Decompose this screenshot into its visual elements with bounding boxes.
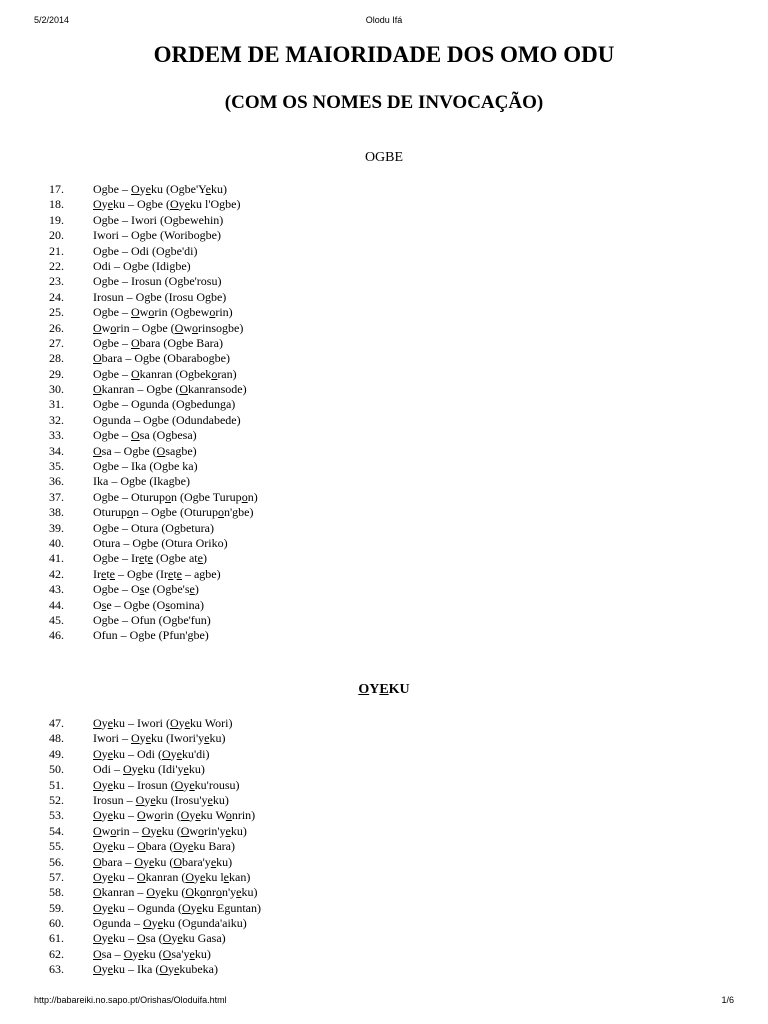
list-item [0, 397, 768, 412]
item-number: 43. [49, 582, 64, 597]
item-text: Ogunda – Ogbe (Odundabede) [93, 412, 241, 427]
item-text: Oyeku – Odi (Oyeku'di) [93, 746, 210, 761]
item-number: 18. [49, 197, 64, 212]
item-number: 39. [49, 520, 64, 535]
item-text: Ogunda – Oyeku (Ogunda'aiku) [93, 916, 247, 931]
item-text: Obara – Oyeku (Obara'yeku) [93, 854, 233, 869]
item-text: Ogbe – Ose (Ogbe'se) [93, 582, 199, 597]
item-number: 17. [49, 182, 64, 196]
list-item [0, 551, 768, 566]
item-number: 51. [49, 777, 64, 792]
item-text: Okanran – Ogbe (Okanransode) [93, 382, 247, 397]
item-text: Otura – Ogbe (Otura Oriko) [93, 535, 228, 550]
item-number: 36. [49, 474, 64, 489]
item-text: Oturupon – Ogbe (Oturupon'gbe) [93, 505, 254, 520]
item-number: 60. [49, 916, 64, 931]
list-item [0, 824, 768, 839]
list-item [0, 382, 768, 397]
print-page-number: 1/6 [721, 995, 734, 1005]
list-item [0, 855, 768, 870]
item-number: 59. [49, 900, 64, 915]
item-text: Oyeku – Ogbe (Oyeku l'Ogbe) [93, 197, 241, 212]
list-item [0, 228, 768, 243]
item-text: Okanran – Oyeku (Okonron'yeku) [93, 885, 258, 900]
item-text: Ogbe – Oyeku (Ogbe'Yeku) [93, 182, 227, 196]
item-number: 41. [49, 551, 64, 566]
item-number: 27. [49, 335, 64, 350]
item-text: Irosun – Oyeku (Irosu'yeku) [93, 792, 229, 807]
item-text: Oyeku – Iwori (Oyeku Wori) [93, 716, 233, 730]
item-text: Ogbe – Ika (Ogbe ka) [93, 459, 198, 474]
item-text: Osa – Ogbe (Osagbe) [93, 443, 197, 458]
list-item [0, 747, 768, 762]
item-text: Ogbe – Ofun (Ogbe'fun) [93, 612, 211, 627]
item-text: Ogbe – Irosun (Ogbe'rosu) [93, 274, 222, 289]
item-number: 61. [49, 931, 64, 946]
item-number: 63. [49, 962, 64, 977]
item-number: 30. [49, 382, 64, 397]
item-number: 29. [49, 366, 64, 381]
list-item [0, 613, 768, 628]
list-item [0, 947, 768, 962]
document-subtitle: (COM OS NOMES DE INVOCAÇÃO) [224, 92, 544, 113]
list-item [0, 244, 768, 259]
list-item [0, 762, 768, 777]
list-item [0, 931, 768, 946]
list-item [0, 962, 768, 977]
item-text: Ogbe – Odi (Ogbe'di) [93, 243, 198, 258]
item-number: 57. [49, 869, 64, 884]
item-number: 32. [49, 412, 64, 427]
list-item [0, 274, 768, 289]
list-item [0, 213, 768, 228]
list-item [0, 870, 768, 885]
list-item [0, 901, 768, 916]
list-item [0, 305, 768, 320]
item-text: Ogbe – Oturupon (Ogbe Turupon) [93, 489, 258, 504]
list-item [0, 290, 768, 305]
item-text: Oworin – Oyeku (Oworin'yeku) [93, 823, 247, 838]
list-item [0, 536, 768, 551]
list-item [0, 916, 768, 931]
item-number: 48. [49, 731, 64, 746]
item-number: 40. [49, 535, 64, 550]
list-item [0, 367, 768, 382]
item-number: 35. [49, 459, 64, 474]
item-number: 55. [49, 839, 64, 854]
item-text: Oyeku – Ika (Oyekubeka) [93, 962, 218, 977]
item-text: Odi – Oyeku (Idi'yeku) [93, 762, 205, 777]
list-item [0, 521, 768, 536]
item-number: 34. [49, 443, 64, 458]
item-number: 49. [49, 746, 64, 761]
item-text: Irete – Ogbe (Irete – agbe) [93, 566, 221, 581]
item-number: 56. [49, 854, 64, 869]
item-number: 25. [49, 305, 64, 320]
print-date: 5/2/2014 [34, 15, 70, 25]
print-url: http://babareiki.no.sapo.pt/Orishas/Oloduifa.html [34, 995, 227, 1005]
item-number: 44. [49, 597, 64, 612]
list-item [0, 490, 768, 505]
list-item [0, 505, 768, 520]
item-number: 45. [49, 612, 64, 627]
item-number: 42. [49, 566, 64, 581]
item-text: Odi – Ogbe (Idigbe) [93, 258, 191, 273]
item-number: 62. [49, 946, 64, 961]
list-item [0, 197, 768, 212]
item-number: 52. [49, 792, 64, 807]
item-text: Oworin – Ogbe (Oworinsogbe) [93, 320, 244, 335]
list-item [0, 351, 768, 366]
list-item [0, 459, 768, 474]
item-number: 20. [49, 228, 64, 243]
list-item [0, 628, 768, 643]
item-number: 19. [49, 212, 64, 227]
item-text: Iwori – Oyeku (Iwori'yeku) [93, 731, 226, 746]
item-text: Ogbe – Iwori (Ogbewehin) [93, 212, 224, 227]
list-item [0, 839, 768, 854]
item-number: 21. [49, 243, 64, 258]
list-item [0, 808, 768, 823]
item-text: Oyeku – Irosun (Oyeku'rousu) [93, 777, 240, 792]
item-text: Irosun – Ogbe (Irosu Ogbe) [93, 289, 227, 304]
item-number: 37. [49, 489, 64, 504]
item-text: Ofun – Ogbe (Pfun'gbe) [93, 628, 209, 643]
item-text: Osa – Oyeku (Osa'yeku) [93, 946, 211, 961]
list-item [0, 793, 768, 808]
list-item [0, 413, 768, 428]
item-text: Oyeku – Oworin (Oyeku Wonrin) [93, 808, 256, 823]
item-text: Oyeku – Okanran (Oyeku lekan) [93, 869, 251, 884]
item-text: Ogbe – Okanran (Ogbekoran) [93, 366, 237, 381]
item-text: Ogbe – Ogunda (Ogbedunga) [93, 397, 236, 412]
item-number: 53. [49, 808, 64, 823]
item-text: Ose – Ogbe (Osomina) [93, 597, 204, 612]
item-text: Ogbe – Irete (Ogbe ate) [93, 551, 207, 566]
item-text: Iwori – Ogbe (Woribogbe) [93, 228, 221, 243]
list-item [0, 321, 768, 336]
document-title: ORDEM DE MAIORIDADE DOS OMO ODU [153, 42, 615, 67]
list-item [0, 567, 768, 582]
list-ogbe [0, 182, 768, 644]
item-number: 31. [49, 397, 64, 412]
print-page-title: Olodu Ifá [365, 15, 403, 25]
list-item [0, 598, 768, 613]
item-number: 46. [49, 628, 64, 643]
section-title-oyeku: OYEKU [358, 682, 410, 697]
item-text: Ika – Ogbe (Ikagbe) [93, 474, 190, 489]
list-item [0, 731, 768, 746]
item-text: Ogbe – Osa (Ogbesa) [93, 428, 197, 443]
item-text: Oyeku – Osa (Oyeku Gasa) [93, 931, 226, 946]
section-title-ogbe: OGBE [364, 150, 404, 165]
item-text: Ogbe – Obara (Ogbe Bara) [93, 335, 223, 350]
item-number: 50. [49, 762, 64, 777]
item-text: Ogbe – Oworin (Ogbeworin) [93, 305, 233, 320]
item-text: Ogbe – Otura (Ogbetura) [93, 520, 214, 535]
item-number: 28. [49, 351, 64, 366]
item-number: 33. [49, 428, 64, 443]
list-item [0, 182, 768, 197]
list-item [0, 444, 768, 459]
item-text: Oyeku – Ogunda (Oyeku Eguntan) [93, 900, 261, 915]
list-item [0, 716, 768, 731]
item-number: 58. [49, 885, 64, 900]
list-oyeku [0, 716, 768, 978]
item-number: 23. [49, 274, 64, 289]
list-item [0, 778, 768, 793]
item-number: 54. [49, 823, 64, 838]
item-number: 22. [49, 258, 64, 273]
list-item [0, 885, 768, 900]
item-number: 24. [49, 289, 64, 304]
item-text: Oyeku – Obara (Oyeku Bara) [93, 839, 235, 854]
list-item [0, 428, 768, 443]
item-number: 47. [49, 716, 64, 730]
list-item [0, 582, 768, 597]
item-number: 38. [49, 505, 64, 520]
list-item [0, 474, 768, 489]
list-item [0, 259, 768, 274]
item-number: 26. [49, 320, 64, 335]
list-item [0, 336, 768, 351]
item-text: Obara – Ogbe (Obarabogbe) [93, 351, 230, 366]
